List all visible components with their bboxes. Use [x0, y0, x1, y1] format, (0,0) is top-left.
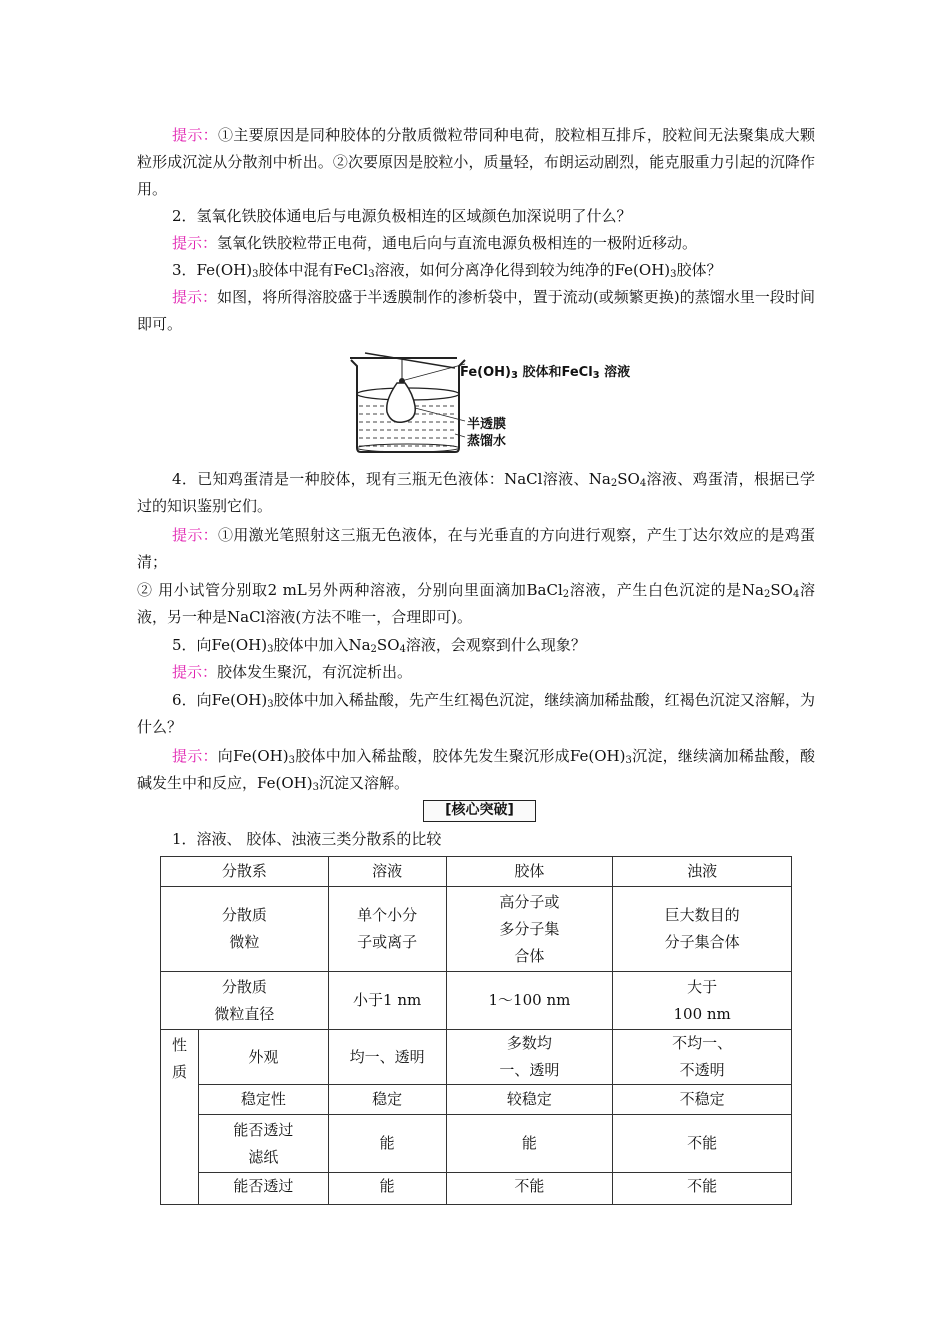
text-run: 胶体？	[676, 261, 722, 279]
subscript: 3	[288, 755, 295, 766]
subscript: 4	[639, 478, 647, 489]
question-4	[137, 466, 815, 520]
subscript: 3	[510, 370, 518, 381]
answer-3	[137, 284, 815, 338]
hint-label: 提示：	[172, 526, 218, 544]
question-2: 2．氢氧化铁胶体通电后与电源负极相连的区域颜色加深说明了什么？	[172, 207, 632, 225]
table-cell: 不能	[613, 1173, 792, 1205]
table-cell: 巨大数目的 分子集合体	[613, 887, 792, 972]
text-run: 溶液，如何分离净化得到较为纯净的Fe(OH)	[374, 261, 671, 279]
text-run: 沉淀，继续滴加稀盐酸，酸碱发生中和反应，Fe(OH)	[137, 747, 815, 792]
subscript: 2	[370, 644, 377, 655]
hint-label: 提示：	[172, 234, 218, 252]
answer-text: 胶体发生聚沉，有沉淀析出。	[217, 663, 413, 681]
subscript: 4	[792, 589, 800, 600]
table-row	[161, 1115, 792, 1173]
answer-4-part-2	[137, 577, 815, 631]
question-6	[137, 687, 815, 741]
row-label: 能否透过 滤纸	[198, 1115, 328, 1173]
text-run: SO	[770, 581, 793, 599]
header-cell: 溶液	[328, 857, 446, 887]
subscript: 4	[399, 644, 406, 655]
table-row	[161, 887, 792, 972]
text-run: ② 用小试管分别取2 mL另外两种溶液，分别向里面滴加BaCl	[137, 581, 563, 599]
figure-label-colloid	[460, 361, 630, 380]
answer-text: 如图，将所得溶胶盛于半透膜制作的渗析袋中，置于流动(或频繁更换)的蒸馏水里一段时间即可。	[137, 288, 815, 333]
dialysis-figure	[345, 350, 675, 455]
text-run: 胶体中加入稀盐酸，先产生红褐色沉淀，继续滴加稀盐酸，红褐色沉淀又溶解，为什么？	[137, 691, 815, 736]
text-run: 沉淀又溶解。	[318, 774, 409, 792]
text-run: 6．向Fe(OH)	[172, 691, 268, 709]
figure-label-water: 蒸馏水	[467, 434, 507, 449]
text-run: 溶液、鸡蛋清，根据已学过的知识鉴别它们。	[137, 470, 815, 515]
table-cell: 不能	[446, 1173, 613, 1205]
text-run: 胶体中加入稀盐酸，胶体先发生聚沉形成Fe(OH)	[294, 747, 626, 765]
answer-text: 氢氧化铁胶粒带正电荷，通电后向与直流电源负极相连的一极附近移动。	[217, 234, 698, 252]
hint-label: 提示：	[172, 747, 218, 765]
row-label: 外观	[198, 1030, 328, 1085]
text-run: 胶体中混有FeCl	[258, 261, 369, 279]
table-cell: 均一、透明	[328, 1030, 446, 1085]
answer-1	[137, 122, 815, 203]
table-header-row	[161, 857, 792, 887]
text-run: 胶体和FeCl	[522, 365, 593, 380]
subscript: 3	[670, 269, 677, 280]
text-run: 溶液，产生白色沉淀的是Na	[569, 581, 764, 599]
table-row	[161, 1173, 792, 1205]
table-cell: 较稳定	[446, 1085, 613, 1115]
table-cell: 稳定	[328, 1085, 446, 1115]
subscript: 3	[592, 370, 600, 381]
hint-label: 提示：	[172, 663, 218, 681]
subscript: 3	[267, 699, 274, 710]
text-run: 溶液，会观察到什么现象？	[405, 636, 586, 654]
row-label: 分散质 微粒	[161, 887, 329, 972]
subscript: 3	[312, 782, 319, 793]
subscript: 3	[267, 644, 274, 655]
table-cell: 高分子或 多分子集 合体	[446, 887, 613, 972]
table-cell: 单个小分 子或离子	[328, 887, 446, 972]
answer-2	[137, 230, 815, 257]
table-cell: 能	[328, 1115, 446, 1173]
table-row	[161, 972, 792, 1030]
table-cell: 能	[446, 1115, 613, 1173]
subscript: 2	[562, 589, 570, 600]
table-title: 1．溶液、 胶体、浊液三类分散系的比较	[172, 830, 442, 848]
table-cell: 1～100 nm	[446, 972, 613, 1030]
hint-label: 提示：	[172, 288, 218, 306]
text-run: 5．向Fe(OH)	[172, 636, 268, 654]
subscript: 3	[252, 269, 259, 280]
text-run: 3．Fe(OH)	[172, 261, 253, 279]
subscript: 2	[764, 589, 771, 600]
subscript: 2	[610, 478, 618, 489]
header-cell: 分散系	[161, 857, 329, 887]
figure-label-membrane: 半透膜	[467, 417, 507, 432]
table-cell: 大于 100 nm	[613, 972, 792, 1030]
table-cell: 不均一、 不透明	[613, 1030, 792, 1085]
answer-text: ①用激光笔照射这三瓶无色液体，在与光垂直的方向进行观察，产生丁达尔效应的是鸡蛋清；	[137, 526, 815, 571]
comparison-table	[160, 856, 792, 1205]
table-cell: 多数均 一、透明	[446, 1030, 613, 1085]
text-run: 4．已知鸡蛋清是一种胶体，现有三瓶无色液体：NaCl溶液、Na	[172, 470, 611, 488]
answer-text: ①主要原因是同种胶体的分散质微粒带同种电荷，胶粒相互排斥，胶粒间无法聚集成大颗粒形成沉淀从分散剂中析出。②次要原因是胶粒小，质量轻，布朗运动剧烈，能克服重力引起的沉降作用。	[137, 126, 815, 198]
text-run: 胶体中加入Na	[273, 636, 371, 654]
row-label: 能否透过	[198, 1173, 328, 1205]
text-run: 溶液	[604, 365, 631, 380]
text-run: Fe(OH)	[460, 365, 511, 380]
header-cell: 胶体	[446, 857, 613, 887]
question-3	[137, 257, 815, 284]
table-row	[161, 1085, 792, 1115]
property-group-label: 性 质	[161, 1030, 199, 1205]
answer-5	[137, 659, 815, 686]
table-cell: 小于1 nm	[328, 972, 446, 1030]
text-run: 溶液，另一种是NaCl溶液(方法不唯一，合理即可)。	[137, 581, 815, 626]
answer-4-part-1	[137, 522, 815, 576]
answer-6	[137, 743, 815, 797]
section-heading: [核心突破]	[423, 800, 536, 822]
row-label: 分散质 微粒直径	[161, 972, 329, 1030]
subscript: 3	[625, 755, 632, 766]
text-run: 向Fe(OH)	[217, 747, 289, 765]
text-run: SO	[617, 470, 640, 488]
header-cell: 浊液	[613, 857, 792, 887]
hint-label: 提示：	[172, 126, 218, 144]
table-cell: 能	[328, 1173, 446, 1205]
row-label: 稳定性	[198, 1085, 328, 1115]
table-cell: 不稳定	[613, 1085, 792, 1115]
text-run: SO	[376, 636, 400, 654]
table-row	[161, 1030, 792, 1085]
table-cell: 不能	[613, 1115, 792, 1173]
question-5	[137, 632, 815, 659]
subscript: 3	[368, 269, 375, 280]
